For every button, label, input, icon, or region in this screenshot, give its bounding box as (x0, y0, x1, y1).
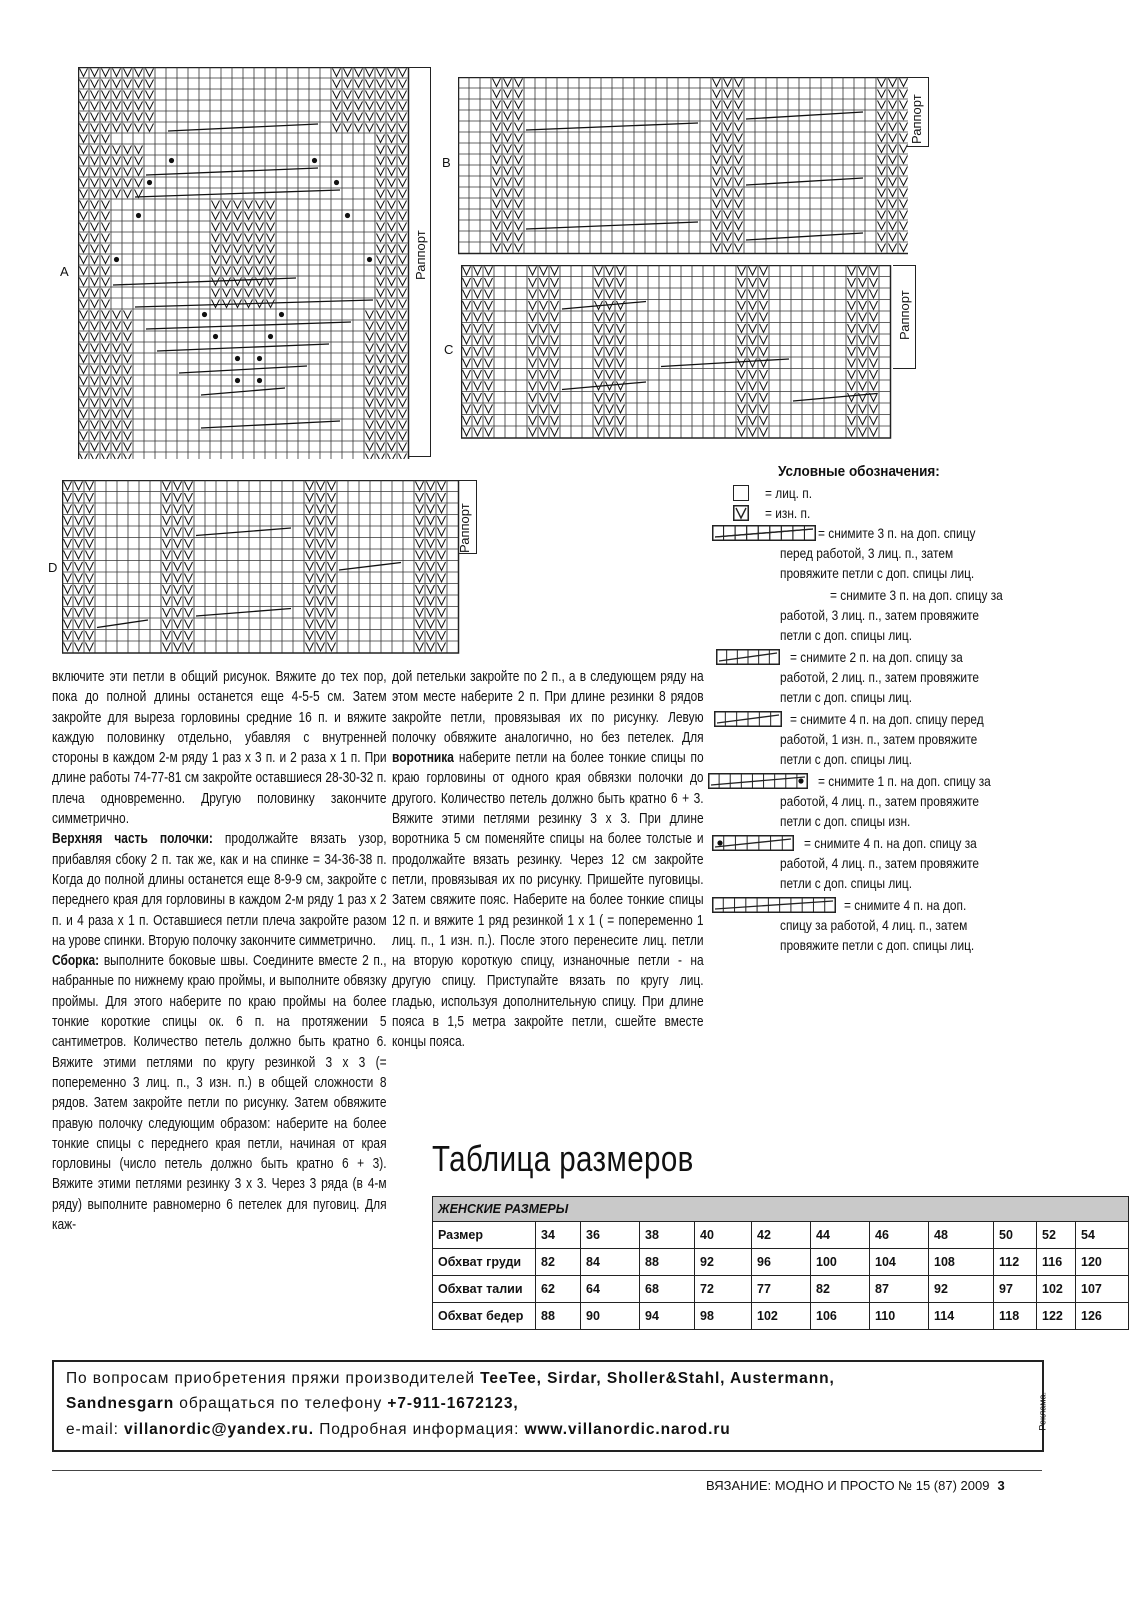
legend-item-text: провяжите петли с доп. спицы лиц. (780, 937, 975, 953)
table-cell: 102 (752, 1303, 811, 1330)
page-number: 3 (997, 1478, 1005, 1493)
legend-item-text: перед работой, 3 лиц. п., затем (780, 545, 954, 561)
table-cell: 100 (811, 1249, 870, 1276)
chart-a-grid (78, 67, 430, 459)
dot-mark (202, 312, 207, 317)
legend-item-text: = снимите 4 п. на доп. (844, 897, 967, 913)
table-cell: 107 (1076, 1276, 1129, 1303)
legend-item-text: петли с доп. спицы лиц. (780, 751, 913, 767)
ad-phone: +7-911-1672123, (387, 1395, 519, 1412)
table-cell: 92 (929, 1276, 994, 1303)
table-cell: 40 (695, 1222, 752, 1249)
table-cell: 108 (929, 1249, 994, 1276)
paragraph: выполните боковые швы. Соедините вместе 2 п., набранные по нижнему краю проймы, и выполните обвязку проймы. Для этого наберите по краю проймы на более тонкие короткие спицы ок. 6 п. на протяжении 5 сантиметров. Количество петель должно быть кратно 6. Вяжите этими петлями по кругу резинкой 3 х 3 (= попеременно 3 лиц. п., 3 изн. п.) в общей сложности 8 рядов. Затем закройте петли по рисунку. Затем обвяжите правую полочку следующим образом: наберите на более тонкие спицы с переднего края петли, начиная от края горловины (число петель должно быть кратно 6 + 3). Вяжите этими петлями резинку 3 х 3. Через 3 ряда (в 4-м ряду) выполните равномерно 6 петелек для пуговиц. Для каж- (52, 953, 387, 1234)
dot-mark (268, 334, 273, 339)
dot-mark (345, 213, 350, 218)
footer-divider (52, 1470, 1042, 1471)
dot-mark (257, 378, 262, 383)
table-cell: 92 (695, 1249, 752, 1276)
ad-text: Подробная информация: (313, 1421, 525, 1438)
legend-item-text: работой, 3 лиц. п., затем провяжите (780, 607, 980, 623)
footer (706, 1478, 1005, 1493)
chart-a-letter: A (60, 264, 69, 279)
ad-email-link[interactable]: villanordic@yandex.ru. (124, 1421, 314, 1438)
legend-title: Условные обозначения: (778, 463, 940, 480)
chart-c (461, 265, 893, 439)
cable-stitch-icon (712, 525, 816, 546)
dot-mark (213, 334, 218, 339)
paragraph: наберите петли на более тонкие спицы по краю горловины от одного края обвязки полочки до другого. Количество петель должно быть кратно 6 + 3. Вяжите этими петлями резинку 3 х 3. При длине воротника 5 см поменяйте спицы на более толстые и продолжайте вязать резинку. Через 12 см закройте петли, провязывая их по рисунку. Пришейте пуговицы. Затем свяжите пояс. Наберите на более тонкие спицы 12 п. и вяжите 1 ряд резинкой 1 х 1 ( = попеременно 1 лиц. п., 1 изн. п.). После этого перенесите лиц. петли на вторую короткую спицу, изнаночные петли - на другую спицу. Приступайте вязать по кругу лиц. гладью, используя дополнительную спицу. При длине пояса в 1,5 метра закройте петли, сшейте вместе концы пояса. (392, 750, 704, 1051)
legend-item-text: петли с доп. спицы лиц. (780, 627, 913, 643)
chart-c-grid (461, 265, 893, 439)
ad-line-2 (66, 1395, 519, 1413)
dot-mark (367, 257, 372, 262)
legend-item-text: = снимите 2 п. на доп. спицу за (790, 649, 963, 665)
table-cell: 52 (1037, 1222, 1076, 1249)
size-table-header-row (433, 1197, 1129, 1222)
chart-d-rapport-label: Раппорт (457, 503, 472, 553)
ad-line-3 (66, 1421, 731, 1439)
table-cell: 104 (870, 1249, 929, 1276)
chart-b-grid (458, 77, 908, 257)
table-cell: 106 (811, 1303, 870, 1330)
dot-mark (235, 356, 240, 361)
legend-item-text: петли с доп. спицы изн. (780, 813, 911, 829)
legend-item-text: петли с доп. спицы лиц. (780, 875, 913, 891)
bold-collar: воротника (392, 750, 454, 767)
table-cell: 48 (929, 1222, 994, 1249)
cable-stitch-icon (714, 711, 782, 732)
table-cell: 77 (752, 1276, 811, 1303)
ad-brands: TeeTee, Sirdar, Sholler&Stahl, Austermann, (480, 1370, 835, 1387)
size-category: ЖЕНСКИЕ РАЗМЕРЫ (433, 1197, 1129, 1222)
table-cell: 87 (870, 1276, 929, 1303)
dot-mark (334, 180, 339, 185)
table-cell: 97 (994, 1276, 1037, 1303)
ad-line-1 (66, 1370, 835, 1388)
table-cell: 96 (752, 1249, 811, 1276)
magazine-issue: ВЯЗАНИЕ: МОДНО И ПРОСТО № 15 (87) 2009 (706, 1478, 990, 1493)
chart-a-rapport-label: Раппорт (413, 230, 428, 280)
table-cell: 38 (640, 1222, 695, 1249)
ad-text: По вопросам приобретения пряжи производителей (66, 1370, 481, 1387)
legend-item-text: спицу за работой, 4 лиц. п., затем (780, 917, 968, 933)
chart-d (62, 480, 462, 654)
ad-note: Реклама. (1038, 1392, 1048, 1431)
table-cell: 88 (536, 1303, 581, 1330)
dot-mark (279, 312, 284, 317)
row-label: Обхват бедер (433, 1303, 536, 1330)
dot-mark (169, 158, 174, 163)
dot-mark (312, 158, 317, 163)
legend-item-text: = снимите 4 п. на доп. спицу за (804, 835, 977, 851)
paragraph: продолжайте вязать узор, прибавляя сбоку 2 п. так же, как и на спинке = 34-36-38 п. Когда до полной длины останется еще 8-9-9 см, закройте с переднего края для горловины в каждом 2-м ряду 1 раз х 2 п. и 4 раза х 1 п. Оставшиеся петли плеча закройте разом на урове спинки. Вторую полочку закончите симметрично. (52, 831, 387, 949)
row-label: Размер (433, 1222, 536, 1249)
table-cell: 82 (536, 1249, 581, 1276)
table-row (433, 1222, 1129, 1249)
legend-item-text: работой, 4 лиц. п., затем провяжите (780, 793, 980, 809)
table-cell: 62 (536, 1276, 581, 1303)
heading-upper-front: Верхняя часть полочки: (52, 831, 213, 848)
chart-b-letter: B (442, 155, 451, 170)
dot-mark (147, 180, 152, 185)
table-cell: 102 (1037, 1276, 1076, 1303)
table-row (433, 1249, 1129, 1276)
advertisement-box (52, 1360, 1048, 1452)
table-cell: 64 (581, 1276, 640, 1303)
text-column-2 (392, 667, 704, 1053)
chart-c-letter: C (444, 342, 454, 357)
legend-item-text: работой, 1 изн. п., затем провяжите (780, 731, 978, 747)
table-cell: 82 (811, 1276, 870, 1303)
table-cell: 72 (695, 1276, 752, 1303)
purl-stitch-icon (733, 505, 749, 526)
table-cell: 46 (870, 1222, 929, 1249)
table-row (433, 1303, 1129, 1330)
table-row (433, 1276, 1129, 1303)
heading-assembly: Сборка: (52, 953, 100, 970)
row-label: Обхват груди (433, 1249, 536, 1276)
table-cell: 94 (640, 1303, 695, 1330)
dot-mark (235, 378, 240, 383)
table-cell: 90 (581, 1303, 640, 1330)
legend-item-text: = лиц. п. (765, 485, 813, 501)
table-cell: 84 (581, 1249, 640, 1276)
size-table-title: Таблица размеров (432, 1138, 694, 1179)
cable-stitch-icon (716, 649, 780, 670)
dot-mark (114, 257, 119, 262)
legend-item-text: петли с доп. спицы лиц. (780, 689, 913, 705)
table-cell: 42 (752, 1222, 811, 1249)
chart-a (78, 67, 430, 459)
legend-item-text: работой, 2 лиц. п., затем провяжите (780, 669, 980, 685)
legend-item-text: провяжите петли с доп. спицы лиц. (780, 565, 975, 581)
table-cell: 98 (695, 1303, 752, 1330)
dot-mark (257, 356, 262, 361)
table-cell: 88 (640, 1249, 695, 1276)
table-cell: 122 (1037, 1303, 1076, 1330)
size-table (432, 1196, 1129, 1330)
table-cell: 112 (994, 1249, 1037, 1276)
chart-b (458, 77, 908, 257)
knit-stitch-icon (733, 485, 749, 501)
table-cell: 36 (581, 1222, 640, 1249)
table-cell: 126 (1076, 1303, 1129, 1330)
text-column-1 (52, 667, 387, 1235)
ad-text: e-mail: (66, 1421, 125, 1438)
chart-d-grid (62, 480, 462, 654)
chart-c-rapport-label: Раппорт (897, 290, 912, 340)
table-cell: 116 (1037, 1249, 1076, 1276)
legend (712, 463, 1052, 480)
chart-d-letter: D (48, 560, 58, 575)
paragraph: включите эти петли в общий рисунок. Вяжите до тех пор, пока до полной длины останется еще 4-5-5 см. Затем закройте для выреза горловины средние 16 п. и вяжите каждую половинку отдельно, убавляя с внутренней стороны в каждом 2-м ряду 1 раз х 3 п. и 2 раза х 1 п. При длине работы 74-77-81 см закройте оставшиеся 28-30-32 п. плеча одновременно. Другую половинку закончите симметрично. (52, 669, 387, 828)
legend-item-text: = снимите 4 п. на доп. спицу перед (790, 711, 984, 727)
legend-item-text: = изн. п. (765, 505, 811, 521)
legend-item-text: = снимите 1 п. на доп. спицу за (818, 773, 991, 789)
table-cell: 120 (1076, 1249, 1129, 1276)
table-cell: 54 (1076, 1222, 1129, 1249)
table-cell: 44 (811, 1222, 870, 1249)
paragraph: дой петельки закройте по 2 п., а в следующем ряду на этом месте наберите 2 п. При длине резинки 8 рядов закройте петли, провязывая их по рисунку. Левую полочку обвяжите аналогично, но без петелек. Для (392, 669, 704, 746)
ad-text: обращаться по телефону (174, 1395, 388, 1412)
legend-item-text: работой, 4 лиц. п., затем провяжите (780, 855, 980, 871)
row-label: Обхват талии (433, 1276, 536, 1303)
legend-item-text: = снимите 3 п. на доп. спицу (818, 525, 976, 541)
table-cell: 68 (640, 1276, 695, 1303)
dot-mark (136, 213, 141, 218)
table-cell: 110 (870, 1303, 929, 1330)
table-cell: 34 (536, 1222, 581, 1249)
table-cell: 50 (994, 1222, 1037, 1249)
table-cell: 118 (994, 1303, 1037, 1330)
ad-website-link[interactable]: www.villanordic.narod.ru (524, 1421, 731, 1438)
ad-brand-sandnesgarn: Sandnesgarn (66, 1395, 175, 1412)
table-cell: 114 (929, 1303, 994, 1330)
legend-item-text: = снимите 3 п. на доп. спицу за (830, 587, 1003, 603)
chart-b-rapport-label: Раппорт (909, 94, 924, 144)
